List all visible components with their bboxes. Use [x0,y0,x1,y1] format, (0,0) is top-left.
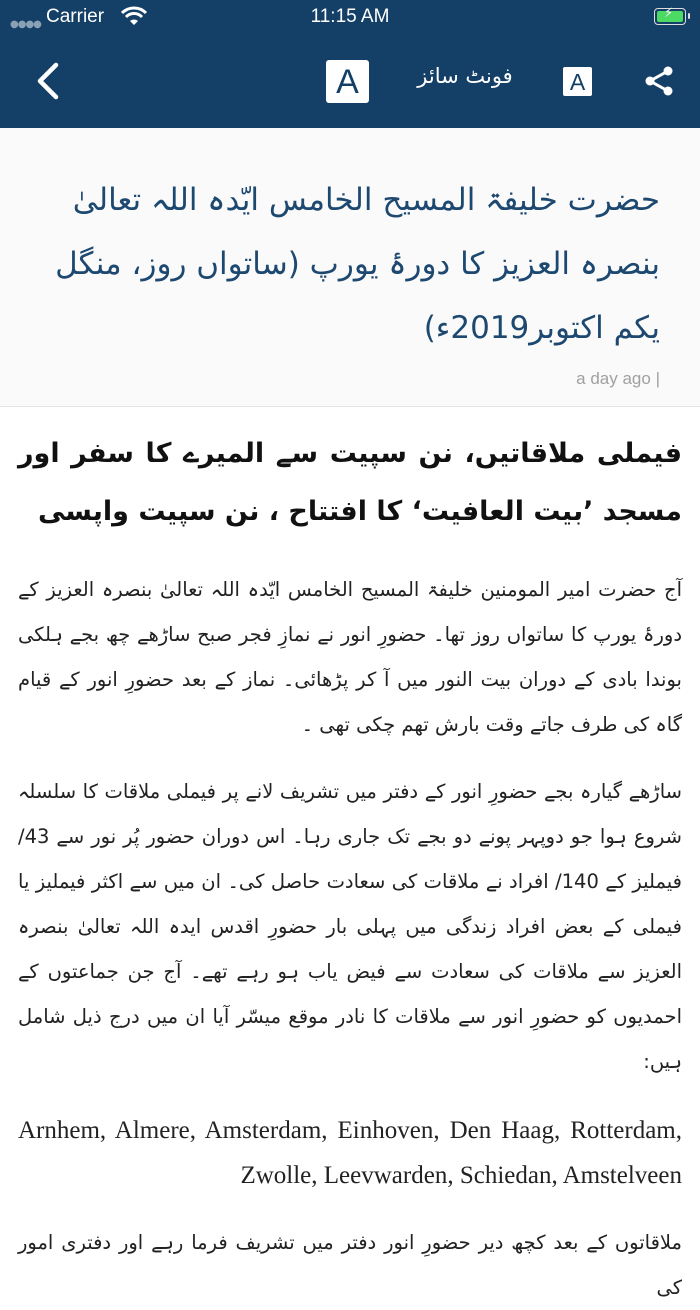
clock: 11:15 AM [310,6,390,27]
article-title: حضرت خلیفۃ المسیح الخامس ایّدہ اللہ تعالیٰ بنصرہ العزیز کا دورۂ یورپ (ساتواں روز، منگل یکم اکتوبر2019ء) [55,182,660,346]
increase-font-button[interactable]: A [326,60,369,103]
status-bar [0,0,700,36]
article-timestamp: a day ago | [576,369,660,388]
paragraph: ملاقاتوں کے بعد کچھ دیر حضورِ انور دفتر میں تشریف فرما رہے اور دفتری امور کی [18,1231,682,1299]
paragraph: ساڑھے گیارہ بجے حضورِ انور کے دفتر میں تشریف لانے پر فیملی ملاقات کا سلسلہ شروع ہوا جو دوپہر پونے دو بجے تک جاری رہا۔ اس دوران حضور پُر نور سے 43/ فیملیز کے 140/ افراد نے ملاقات کی سعادت حاصل کی۔ ان میں سے اکثر فیملیز یا فیملی کے بعض افراد زندگی میں پہلی بار حضورِ اقدس ایدہ اللہ تعالیٰ بنصرہ العزیز سے ملاقات کی سعادت سے فیض یاب ہو رہے تھے۔ آج جن جماعتوں کے احمدیوں کو حضورِ انور سے ملاقات کا نادر موقع میسّر آیا ان میں درج ذیل شامل ہیں: [18,780,682,1073]
battery-icon: ⚡ [654,8,686,25]
decrease-font-button[interactable]: A [563,67,592,96]
font-size-label: فونٹ سائز [417,64,513,88]
article-subheading: فیملی ملاقاتیں، نن سپیت سے المیرے کا سفر اور مسجد ’بیت العافیت‘ کا افتتاح ، نن سپیت واپسی [18,438,682,527]
article-header [0,128,700,407]
article-body [0,407,700,1310]
top-bar [0,0,700,128]
signal-icon: ●●●● [10,19,41,30]
carrier-label: Carrier [46,6,105,27]
share-icon[interactable] [644,66,674,96]
paragraph: آج حضرت امیر المومنین خلیفۃ المسیح الخامس ایّدہ اللہ تعالیٰ بنصرہ العزیز کے دورۂ یورپ کا ساتواں روز تھا۔ حضورِ انور نے نمازِ فجر صبح ساڑھے چھ بجے ہلکی بوندا بادی کے دوران بیت النور میں آ کر پڑھائی۔ نماز کے بعد حضورِ انور کے قیام گاہ کی طرف جاتے وقت بارش تھم چکی تھی ۔ [18,578,682,736]
wifi-icon [121,6,147,26]
places-list: Arnhem, Almere, Amsterdam, Einhoven, Den Haag, Rotterdam, Zwolle, Leevwarden, Schiedan, Amstelveen [18,1117,682,1189]
back-chevron-icon[interactable] [34,62,60,100]
